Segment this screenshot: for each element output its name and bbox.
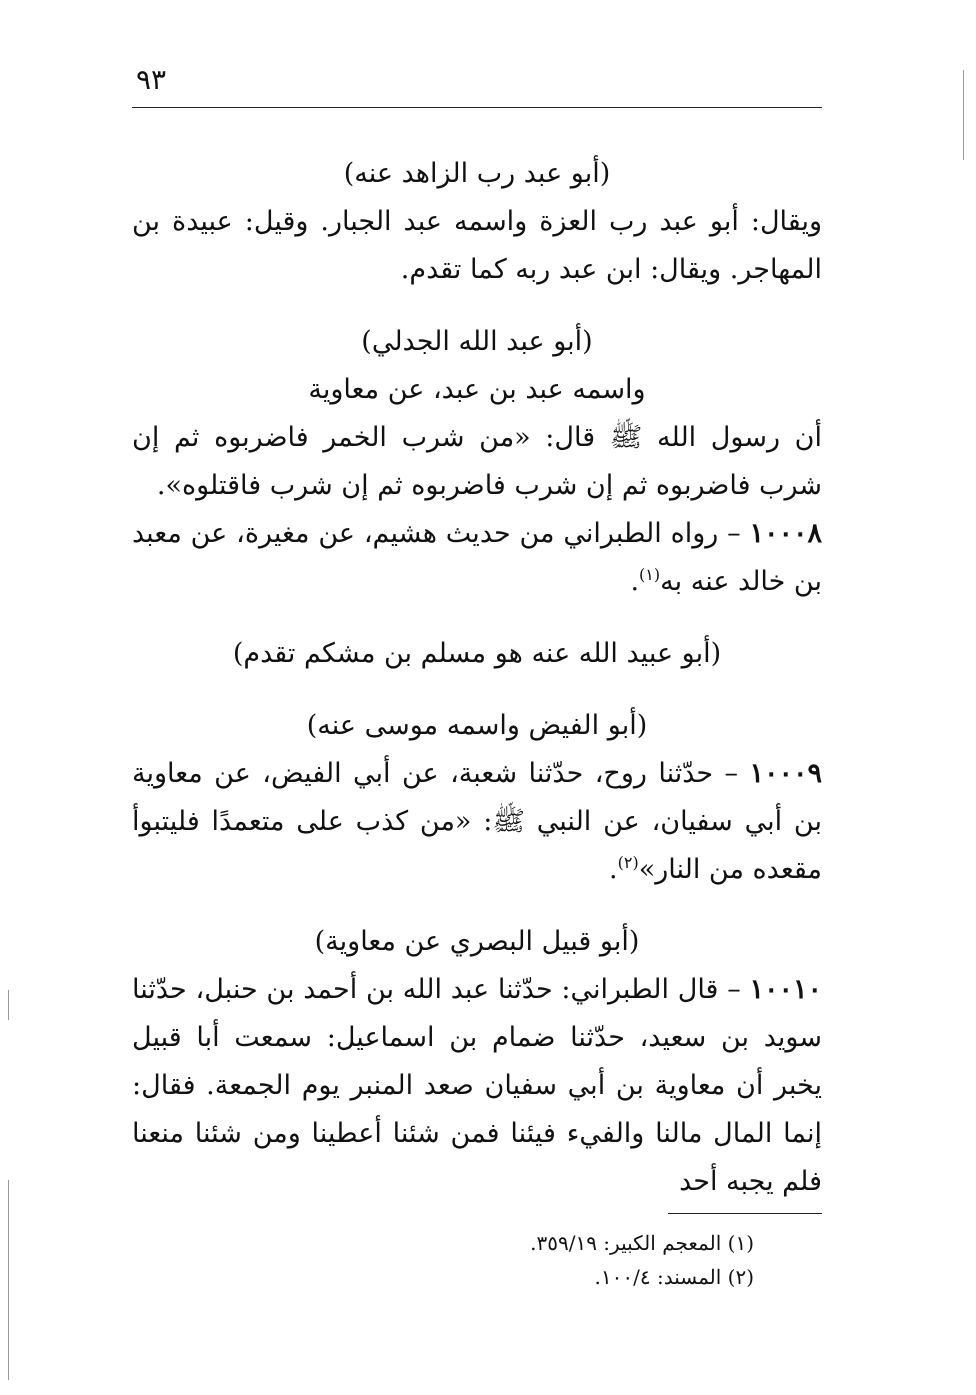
- hadith-paragraph: [132, 966, 822, 1206]
- hadith-number: ١٠٠١٠: [749, 974, 822, 1005]
- footnote: (١) المعجم الكبير: ٣٥٩/١٩.: [530, 1231, 754, 1255]
- section-heading: (أبو قبيل البصري عن معاوية): [314, 926, 640, 957]
- page-body: [132, 150, 822, 1206]
- hadith-paragraph: ١٠٠٠٨ – رواه الطبراني من حديث هشيم، عن مغيرة، عن معبد بن خالد عنه به$^{(١)}$.: [132, 518, 822, 597]
- hadith-paragraph: ١٠٠٠٩ – حدّثنا روح، حدّثنا شعبة، عن أبي الفيض، عن معاوية بن أبي سفيان، عن النبي ﷺ: «من كذب على متعمدًا فليتبوأ مقعده من النار»$^{(٢)}$.: [132, 758, 822, 885]
- hadith-text: – قال الطبراني: حدّثنا عبد الله بن أحمد بن حنبل، حدّثنا سويد بن سعيد، حدّثنا ضمام بن اسماعيل: سمعت أبا قبيل يخبر أن معاوية بن أبي سفيان صعد المنبر يوم الجمعة. فقال: إنما المال مالنا والفيء فيئنا فمن شئنا أعطينا ومن شئنا منعنا فلم يجبه أحد: [132, 974, 822, 1197]
- footnote-reference: (١): [639, 565, 661, 584]
- paragraph: أن رسول الله ﷺ قال: «من شرب الخمر فاضربوه ثم إن شرب فاضربوه ثم إن شرب فاضربوه ثم إن شرب فاقتلوه».: [132, 422, 822, 501]
- footnote-reference: (٢): [617, 853, 639, 872]
- hadith-text: – حدّثنا روح، حدّثنا شعبة، عن أبي الفيض، عن معاوية بن أبي سفيان، عن النبي ﷺ: «من كذب على متعمدًا فليتبوأ مقعده من النار»: [132, 758, 822, 885]
- footnote-rule: [668, 1213, 822, 1214]
- section-subheading: واسمه عبد بن عبد، عن معاوية: [308, 374, 646, 405]
- scan-edge-line: [8, 1180, 9, 1380]
- header-rule: [132, 107, 822, 108]
- paragraph: ويقال: أبو عبد رب العزة واسمه عبد الجبار. وقيل: عبيدة بن المهاجر. ويقال: ابن عبد ربه كما تقدم.: [132, 206, 822, 285]
- page-number: ٩٣: [136, 63, 167, 96]
- section-heading: (أبو عبد الله الجدلي): [361, 326, 593, 357]
- hadith-number: ١٠٠٠٩: [749, 758, 822, 789]
- hadith-number: ١٠٠٠٨: [749, 518, 822, 549]
- footnotes: [132, 1226, 754, 1294]
- hadith-text: – رواه الطبراني من حديث هشيم، عن مغيرة، عن معبد بن خالد عنه به: [132, 518, 822, 597]
- footnote: (٢) المسند: ١٠٠/٤.: [594, 1265, 754, 1289]
- scan-edge-line: [963, 70, 964, 160]
- scan-edge-line: [8, 990, 9, 1020]
- section-heading: (أبو الفيض واسمه موسى عنه): [306, 710, 648, 741]
- section-heading: (أبو عبيد الله عنه هو مسلم بن مشكم تقدم): [232, 638, 722, 669]
- section-heading: (أبو عبد رب الزاهد عنه): [343, 158, 611, 189]
